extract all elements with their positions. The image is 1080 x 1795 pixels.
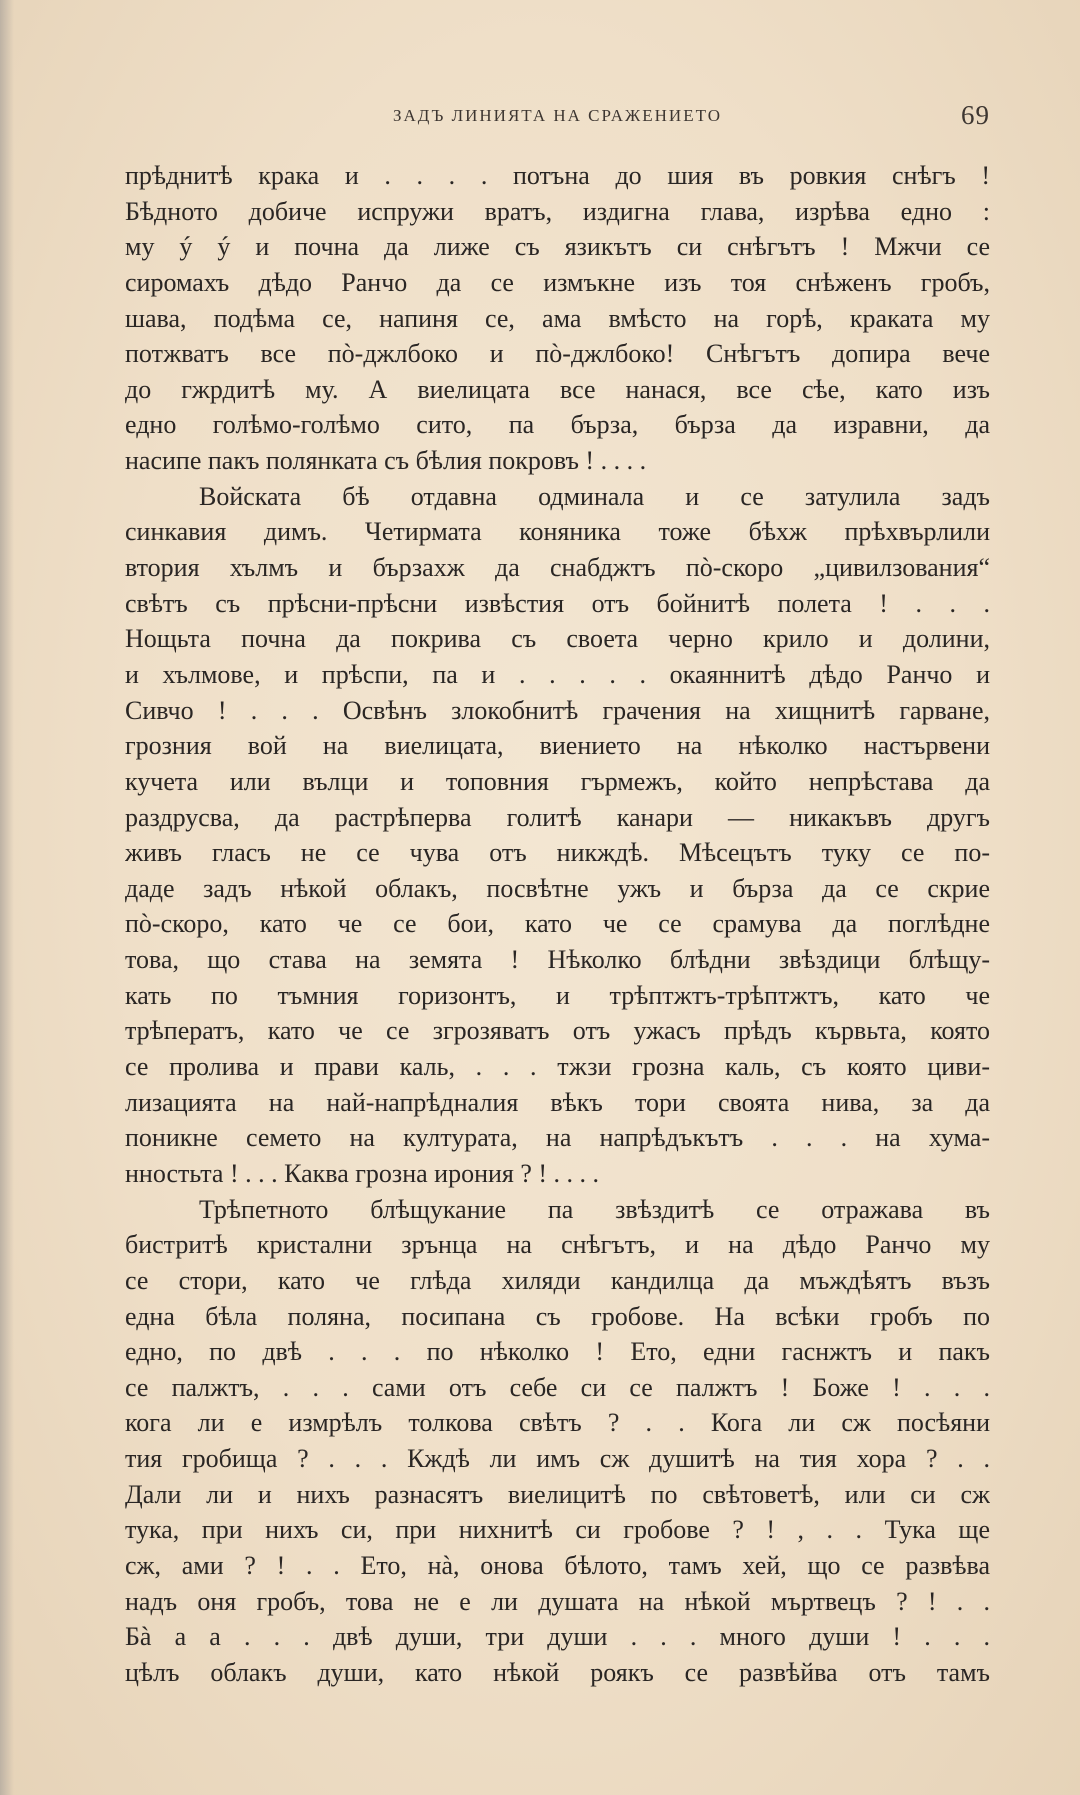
text-line: сж, ами ? ! . . Ето, нà, онова бѣлото, тамъ хей, що се развѣва	[125, 1550, 990, 1580]
body-text	[125, 158, 990, 1691]
text-line: Сивчо ! . . . Освѣнъ злокобнитѣ грачения на хищнитѣ гарване,	[125, 695, 990, 725]
text-line: шава, подѣма се, напиня се, ама вмѣсто на горѣ, краката му	[125, 303, 990, 333]
text-line: поникне семето на културата, на напрѣдъкътъ . . . на хума-	[125, 1123, 990, 1153]
text-line: раздрусва, да растрѣперва голитѣ канари — никакъвъ другъ	[125, 802, 990, 832]
text-line: пò-скоро, като че се бои, като че се срамува да поглѣдне	[125, 909, 990, 939]
text-line: тия гробища ? . . . Кждѣ ли имъ сж душитѣ на тия хора ? . .	[125, 1444, 990, 1474]
text-line: тука, при нихъ си, при нихнитѣ си гробове ? ! , . . Тука ще	[125, 1515, 990, 1545]
text-line: едно голѣмо-голѣмо сито, па бърза, бърза да изравни, да	[125, 410, 990, 440]
text-line: потжватъ все пò-джлбоко и пò-джлбоко! Снѣгътъ допира вече	[125, 339, 990, 369]
text-line: се палжтъ, . . . сами отъ себе си се палжтъ ! Боже ! . . .	[125, 1372, 990, 1402]
page-header	[125, 100, 990, 136]
text-line: се пролива и прави каль, . . . тжзи грозна каль, съ която циви-	[125, 1052, 990, 1082]
text-line: синкавия димъ. Четирмата коняника тоже бѣхж прѣхвърлили	[125, 517, 990, 547]
text-line: Бà а а . . . двѣ души, три души . . . много души ! . . .	[125, 1622, 990, 1652]
text-line: сиромахъ дѣдо Ранчо да се измъкне изъ тоя снѣженъ гробъ,	[125, 267, 990, 297]
text-line: свѣтъ съ прѣсни-прѣсни извѣстия отъ бойнитѣ полета ! . . .	[125, 588, 990, 618]
text-line: цѣлъ облакъ души, като нѣкой роякъ се развѣйва отъ тамъ	[125, 1657, 990, 1687]
text-line: му ý ý и почна да лиже съ язикътъ си снѣгътъ ! Мжчи се	[125, 232, 990, 262]
text-line: насипе пакъ полянката съ бѣлия покровъ ! . . . .	[125, 446, 647, 476]
text-line: живъ гласъ не се чува отъ никждѣ. Мѣсецътъ туку се по-	[125, 838, 990, 868]
text-line: бистритѣ кристални зрънца на снѣгътъ, и на дѣдо Ранчо му	[125, 1230, 990, 1260]
text-line: едно, по двѣ . . . по нѣколко ! Ето, едни гаснжтъ и пакъ	[125, 1337, 990, 1367]
text-line: и хълмове, и прѣспи, па и . . . . . окаяннитѣ дѣдо Ранчо и	[125, 659, 990, 689]
text-line: трѣператъ, като че се згрозяватъ отъ ужасъ прѣдъ кървьта, която	[125, 1016, 990, 1046]
text-line: една бѣла поляна, посипана съ гробове. На всѣки гробъ по	[125, 1301, 990, 1331]
text-line: лизацията на най-напрѣдналия вѣкъ тори своята нива, за да	[125, 1087, 990, 1117]
text-line: се стори, като че глѣда хиляди кандилца да мъждѣятъ възъ	[125, 1265, 990, 1295]
text-line: втория хълмъ и бързахж да снабджтъ пò-скоро „цивилзования“	[125, 553, 990, 583]
text-line: грозния вой на виелицата, виението на нѣколко настървени	[125, 731, 990, 761]
scan-edge-shadow	[0, 0, 14, 1795]
text-line: надъ оня гробъ, това не е ли душата на нѣкой мъртвецъ ? ! . .	[125, 1586, 990, 1616]
text-line: даде задъ нѣкой облакъ, посвѣтне ужъ и бърза да се скрие	[125, 873, 990, 903]
text-line: кучета или вълци и топовния гърмежъ, който непрѣстава да	[125, 766, 990, 796]
text-line: това, що става на земята ! Нѣколко блѣдни звѣздици блѣщу-	[125, 945, 990, 975]
paragraph-start-line: Войската бѣ отдавна одминала и се затулила задъ	[199, 481, 990, 511]
text-line: до гжрдитѣ му. А виелицата все нанася, все сѣе, като изъ	[125, 374, 990, 404]
text-line: кать по тъмния горизонтъ, и трѣптжтъ-трѣптжтъ, като че	[125, 980, 990, 1010]
running-title: ЗАДЪ ЛИНИЯТА НА СРАЖЕНИЕТО	[392, 106, 723, 125]
text-line: кога ли е измрѣлъ толкова свѣтъ ? . . Кога ли сж посѣяни	[125, 1408, 990, 1438]
text-line: Дали ли и нихъ разнасятъ виелицитѣ по свѣтоветѣ, или си сж	[125, 1479, 990, 1509]
text-line: Нощьта почна да покрива съ своета черно крило и долини,	[125, 624, 990, 654]
text-line: Бѣдното добиче испружи вратъ, издигна глава, изрѣва едно :	[125, 196, 990, 226]
text-line: нностьта ! . . . Каква грозна ирония ? ! . . . .	[125, 1158, 600, 1188]
text-line: прѣднитѣ крака и . . . . потъна до шия въ ровкия снѣгъ !	[125, 161, 990, 190]
paragraph-start-line: Трѣпетното блѣщукание па звѣздитѣ се отражава въ	[199, 1194, 990, 1224]
page-number: 69	[961, 100, 990, 130]
